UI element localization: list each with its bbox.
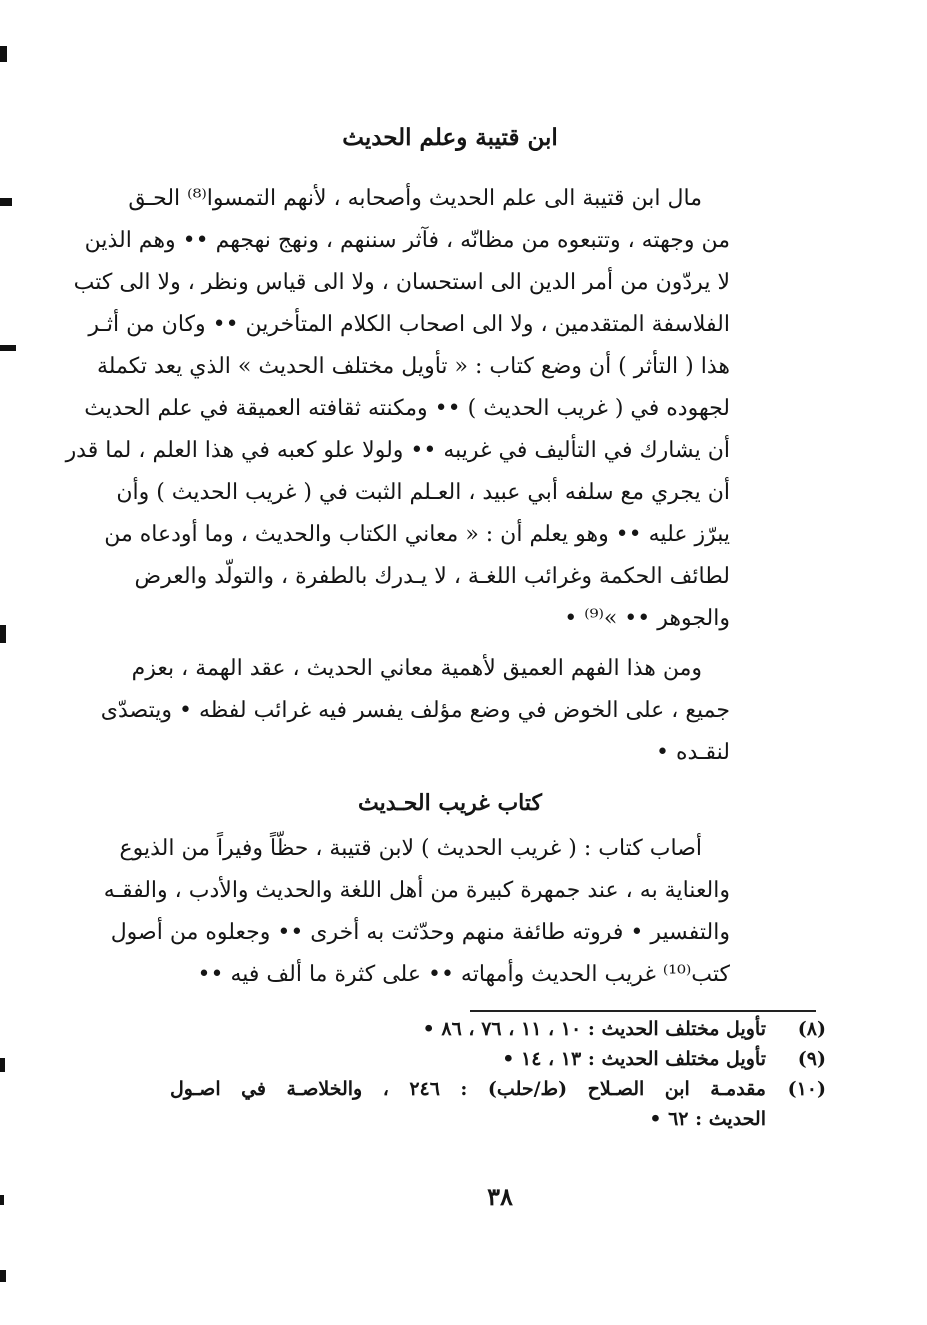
text-line: لنقـده • bbox=[656, 740, 730, 765]
text-line: أن يجري مع سلفه أبي عبيد ، العـلم الثبت في ( غريب الحديث ) وأن bbox=[116, 480, 730, 505]
text-line: كتب⁽¹⁰⁾ غريب الحديث وأمهاته •• على كثرة ما ألف فيه •• bbox=[197, 962, 730, 987]
text-line: أصاب كتاب : ( غريب الحديث ) لابن قتيبة ، حظّاً وفيراً من الذيوع bbox=[119, 836, 702, 861]
scan-edge-mark bbox=[0, 1270, 6, 1282]
text-line: أن يشارك في التأليف في غريبه •• ولولا علو كعبه في هذا العلم ، لما قدر bbox=[65, 438, 730, 463]
footnote-text: مقدمـة ابن الصـلاح (ط/حلب) : ٢٤٦ ، والخلاصـة في اصـول bbox=[170, 1078, 766, 1100]
footnote-8 bbox=[170, 1014, 826, 1044]
text-line: ومن هذا الفهم العميق لأهمية معاني الحديث ، عقد الهمة ، بعزم bbox=[131, 656, 702, 681]
text-line: والتفسير • فروته طائفة منهم وحدّثت به أخرى •• وجعلوه من أصول bbox=[110, 920, 730, 945]
footnote-number: (٩) bbox=[797, 1048, 826, 1070]
scan-edge-mark bbox=[0, 345, 16, 351]
scan-edge-mark bbox=[0, 198, 12, 206]
footnotes bbox=[170, 1014, 826, 1134]
text-line: مال ابن قتيبة الى علم الحديث وأصحابه ، لأنهم التمسوا⁽⁸⁾ الحـق bbox=[128, 186, 702, 211]
footnote-10 bbox=[170, 1074, 826, 1104]
footnote-text: الحديث : ٦٢ • bbox=[649, 1108, 766, 1130]
text-line: والجوهر •• »⁽⁹⁾ • bbox=[564, 606, 730, 631]
scan-edge-mark bbox=[0, 1195, 4, 1205]
text-line: هذا ( التأثر ) أن وضع كتاب : « تأويل مختلف الحديث » الذي يعد تكملة bbox=[96, 354, 730, 379]
scan-edge-mark bbox=[0, 46, 7, 62]
footnote-text: تأويل مختلف الحديث : ١٣ ، ١٤ • bbox=[502, 1048, 766, 1070]
paragraph-2 bbox=[100, 648, 730, 774]
paragraph-1 bbox=[65, 178, 730, 640]
scan-edge-mark bbox=[0, 625, 6, 643]
text-line: لا يردّون من أمر الدين الى استحسان ، ولا الى قياس ونظر ، ولا الى كتب bbox=[73, 270, 730, 295]
text-line: والعناية به ، عند جمهرة كبيرة من أهل اللغة والحديث والأدب ، والفقـه bbox=[103, 878, 730, 903]
scan-edge-mark bbox=[0, 1058, 5, 1072]
text-line: لجهوده في ( غريب الحديث ) •• ومكنته ثقافته العميقة في علم الحديث bbox=[84, 396, 730, 421]
footnote-number: (٨) bbox=[797, 1018, 826, 1040]
footnote-10-continued bbox=[170, 1104, 826, 1134]
text-line: من وجهته ، وتتبعوه من مظانّه ، فآثر سننهم ، ونهج نهجهم •• وهم الذين bbox=[84, 228, 730, 253]
footnote-divider bbox=[470, 1010, 816, 1012]
text-line: الفلاسفة المتقدمين ، ولا الى اصحاب الكلام المتأخرين •• وكان من أثـر bbox=[88, 312, 730, 337]
section-heading-2: كتاب غريب الحـديث bbox=[358, 790, 542, 816]
section-heading-1: ابن قتيبة وعلم الحديث bbox=[342, 124, 558, 151]
text-line: جميع ، على الخوض في وضع مؤلف يفسر فيه غرائب لفظه • ويتصدّى bbox=[100, 698, 730, 723]
text-line: لطائف الحكمة وغرائب اللغـة ، لا يـدرك بالطفرة ، والتولّد والعرض bbox=[134, 564, 730, 589]
paragraph-3 bbox=[103, 828, 730, 996]
text-line: يبرّز عليه •• وهو يعلم أن : « معاني الكتاب والحديث ، وما أودعاه من bbox=[104, 522, 730, 547]
footnote-9 bbox=[170, 1044, 826, 1074]
footnote-number-spacer bbox=[766, 1104, 826, 1134]
footnote-number: (١٠) bbox=[787, 1078, 826, 1100]
page-number: ٣٨ bbox=[487, 1182, 513, 1211]
footnote-text: تأويل مختلف الحديث : ١٠ ، ١١ ، ٧٦ ، ٨٦ • bbox=[422, 1018, 766, 1040]
